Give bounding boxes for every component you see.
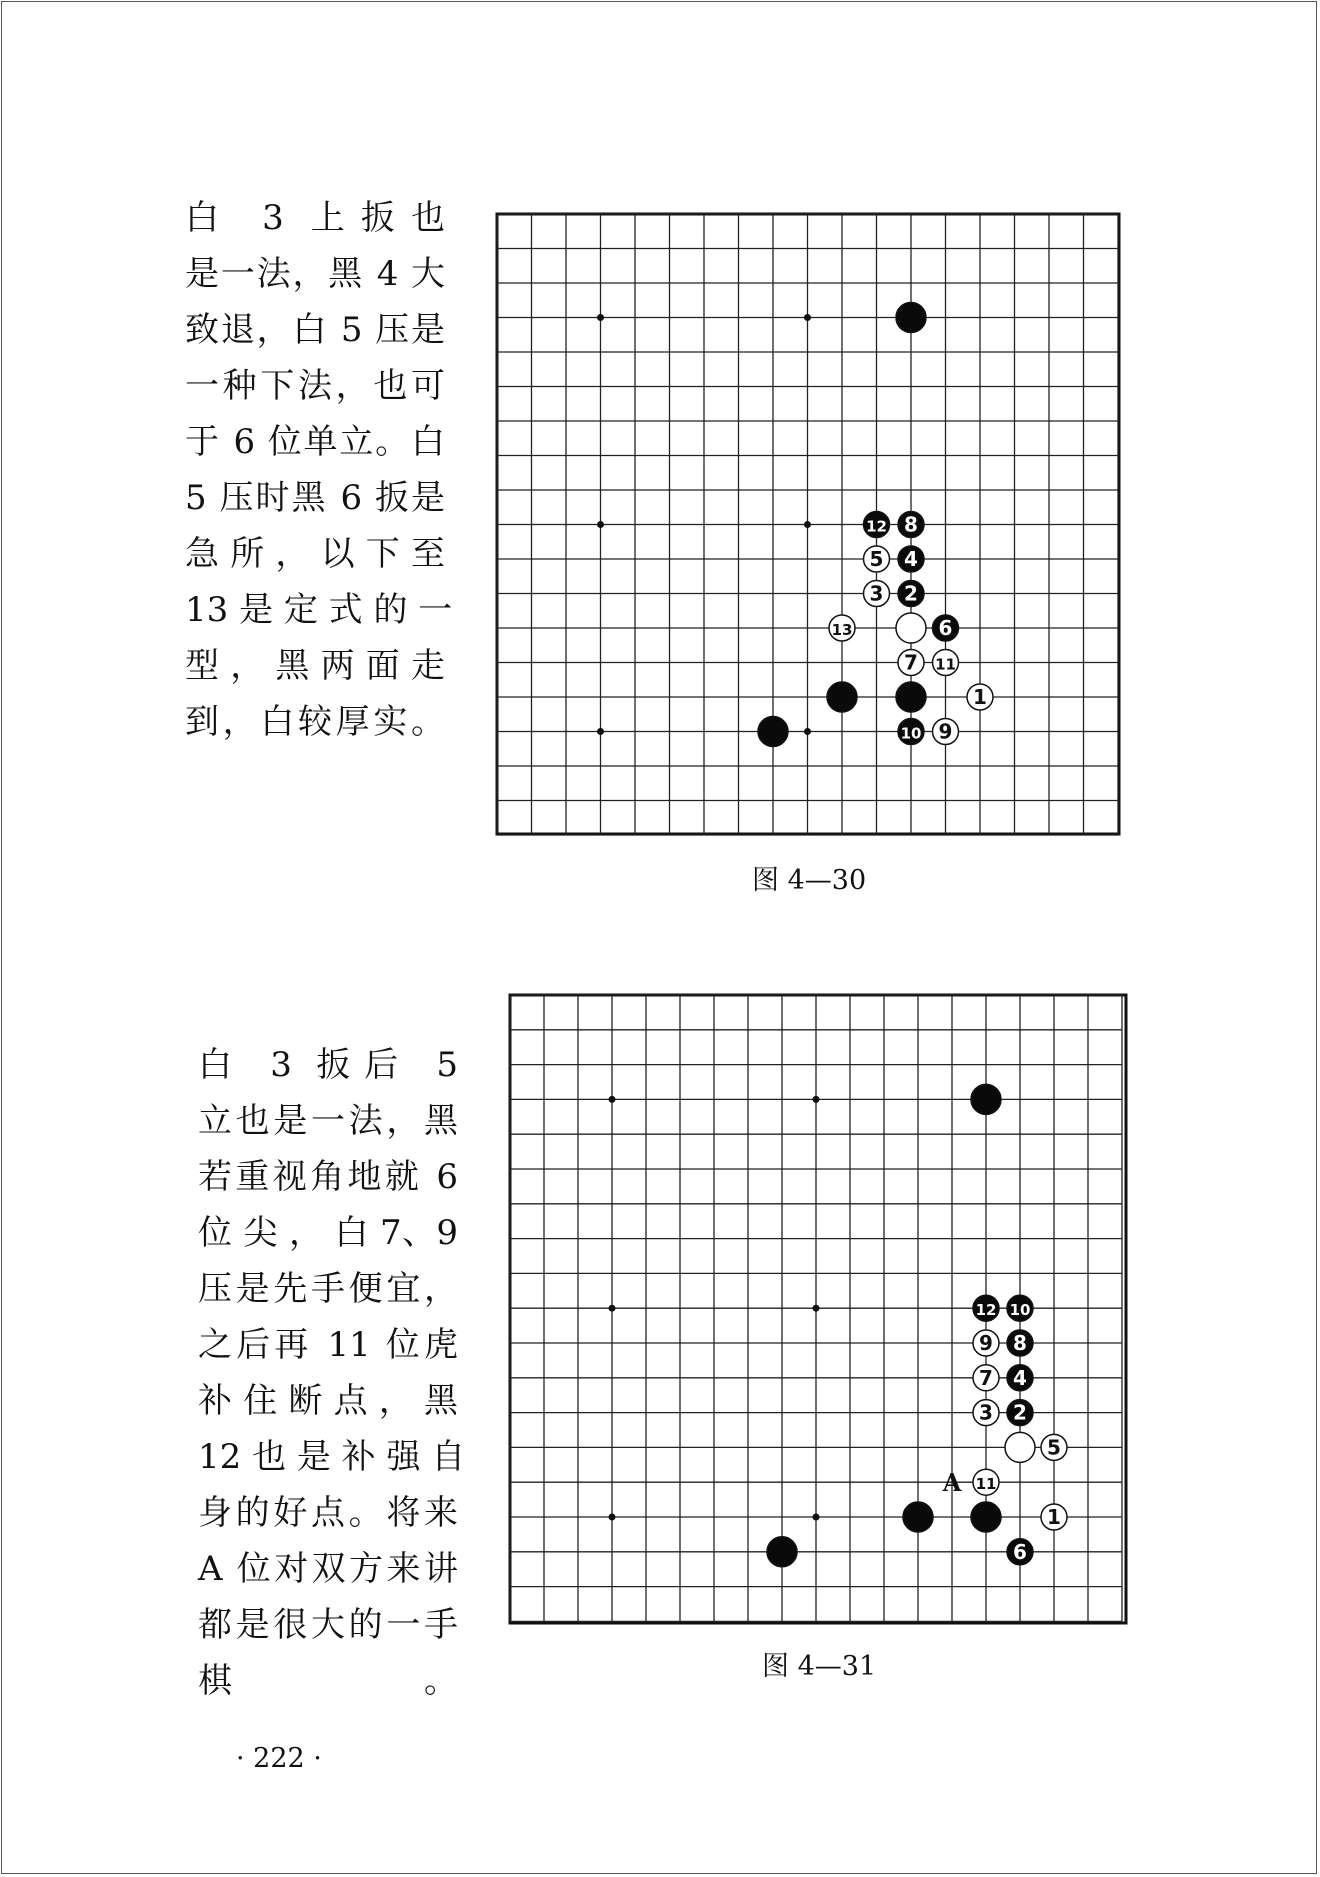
star-point bbox=[609, 1514, 616, 1521]
black-stone bbox=[903, 1502, 933, 1532]
black-stone bbox=[767, 1537, 797, 1567]
stone-number: 6 bbox=[938, 616, 953, 640]
stone-number: 2 bbox=[904, 581, 918, 606]
stone-disc bbox=[903, 1502, 933, 1532]
stone-number: 3 bbox=[979, 1400, 993, 1425]
text-line: 是一法，黑 4 大 bbox=[185, 254, 445, 294]
stone-number: 5 bbox=[869, 547, 884, 571]
stone-number: 3 bbox=[869, 581, 884, 606]
stone-number: 7 bbox=[904, 650, 918, 675]
figure-caption-4-31: 图 4—31 bbox=[762, 1651, 877, 1682]
text-line: 一种下法，也可 bbox=[185, 366, 445, 406]
text-line: 立也是一法，黑 bbox=[198, 1101, 458, 1141]
stone-number: 12 bbox=[975, 1301, 997, 1320]
stone-number: 4 bbox=[904, 547, 918, 571]
text-line: 之后再 11 位虎 bbox=[198, 1325, 458, 1365]
stone-number: 10 bbox=[900, 724, 922, 743]
white-stone bbox=[973, 1400, 999, 1426]
black-stone bbox=[1007, 1330, 1033, 1356]
stone-number: 1 bbox=[1047, 1505, 1061, 1529]
text-line: 若重视角地就 6 bbox=[198, 1157, 458, 1197]
stone-number: 9 bbox=[979, 1331, 993, 1355]
stone-number: 11 bbox=[935, 655, 956, 674]
stone-number: 8 bbox=[1013, 1331, 1027, 1355]
stone-number: 8 bbox=[904, 512, 918, 537]
text-line: 位 尖 ， 白 7、9 bbox=[198, 1213, 458, 1253]
white-stone bbox=[1041, 1434, 1067, 1460]
text-line: 5 压时黑 6 扳是 bbox=[185, 478, 445, 518]
white-stone bbox=[973, 1365, 999, 1391]
star-point bbox=[813, 1096, 820, 1103]
text-line: 急 所 ， 以 下 至 bbox=[185, 534, 445, 574]
star-point bbox=[813, 1305, 820, 1312]
stone-number: 7 bbox=[979, 1365, 993, 1390]
text-line: 棋。 bbox=[198, 1661, 458, 1701]
text-line: 13 是 定 式 的 一 bbox=[185, 590, 453, 630]
black-stone bbox=[971, 1084, 1001, 1114]
white-stone bbox=[973, 1469, 999, 1495]
stone-number: 5 bbox=[1047, 1435, 1061, 1460]
stone-number: 10 bbox=[1009, 1301, 1031, 1320]
stone-number: 12 bbox=[866, 517, 887, 536]
text-line: 都是很大的一手 bbox=[198, 1605, 458, 1645]
stone-number: 9 bbox=[938, 719, 953, 744]
text-line: 12 也 是 补 强 自 bbox=[198, 1437, 466, 1477]
stone-disc bbox=[1005, 1432, 1035, 1462]
stone-number: 13 bbox=[831, 621, 853, 639]
black-stone bbox=[973, 1295, 999, 1321]
stone-number: 2 bbox=[1013, 1400, 1027, 1425]
text-line: 身的好点。将来 bbox=[198, 1493, 458, 1533]
black-stone bbox=[971, 1502, 1001, 1532]
stone-disc bbox=[971, 1502, 1001, 1532]
point-marker-label: A bbox=[942, 1468, 962, 1498]
text-line: A 位对双方来讲 bbox=[198, 1549, 458, 1589]
stone-number: 4 bbox=[1013, 1365, 1027, 1390]
white-stone bbox=[973, 1330, 999, 1356]
black-stone bbox=[1007, 1539, 1033, 1565]
text-line: 致退，白 5 压是 bbox=[185, 310, 445, 350]
stone-number: 6 bbox=[1013, 1539, 1027, 1564]
star-point bbox=[609, 1096, 616, 1103]
star-point bbox=[609, 1305, 616, 1312]
text-line: 型 ， 黑 两 面 走 bbox=[185, 646, 445, 686]
black-stone bbox=[1007, 1365, 1033, 1391]
text-line: 到，白较厚实。 bbox=[185, 702, 445, 742]
white-stone bbox=[1041, 1504, 1067, 1530]
stone-number: 1 bbox=[973, 685, 987, 709]
stone-number: 11 bbox=[975, 1475, 997, 1494]
text-line: 白 3 扳后 5 bbox=[198, 1045, 458, 1085]
stone-disc bbox=[971, 1084, 1001, 1114]
white-stone bbox=[1005, 1432, 1035, 1462]
text-line: 于 6 位单立。白 bbox=[185, 422, 445, 462]
black-stone bbox=[1007, 1400, 1033, 1426]
black-stone bbox=[1007, 1295, 1033, 1321]
text-line: 白 3 上扳也 bbox=[185, 198, 445, 238]
page-number: · 222 · bbox=[236, 1743, 322, 1774]
text-line: 压是先手便宜， bbox=[198, 1269, 458, 1309]
text-line: 补 住 断 点 ， 黑 bbox=[198, 1381, 458, 1421]
figure-caption-4-30: 图 4—30 bbox=[752, 865, 867, 896]
star-point bbox=[813, 1514, 820, 1521]
stone-disc bbox=[767, 1537, 797, 1567]
